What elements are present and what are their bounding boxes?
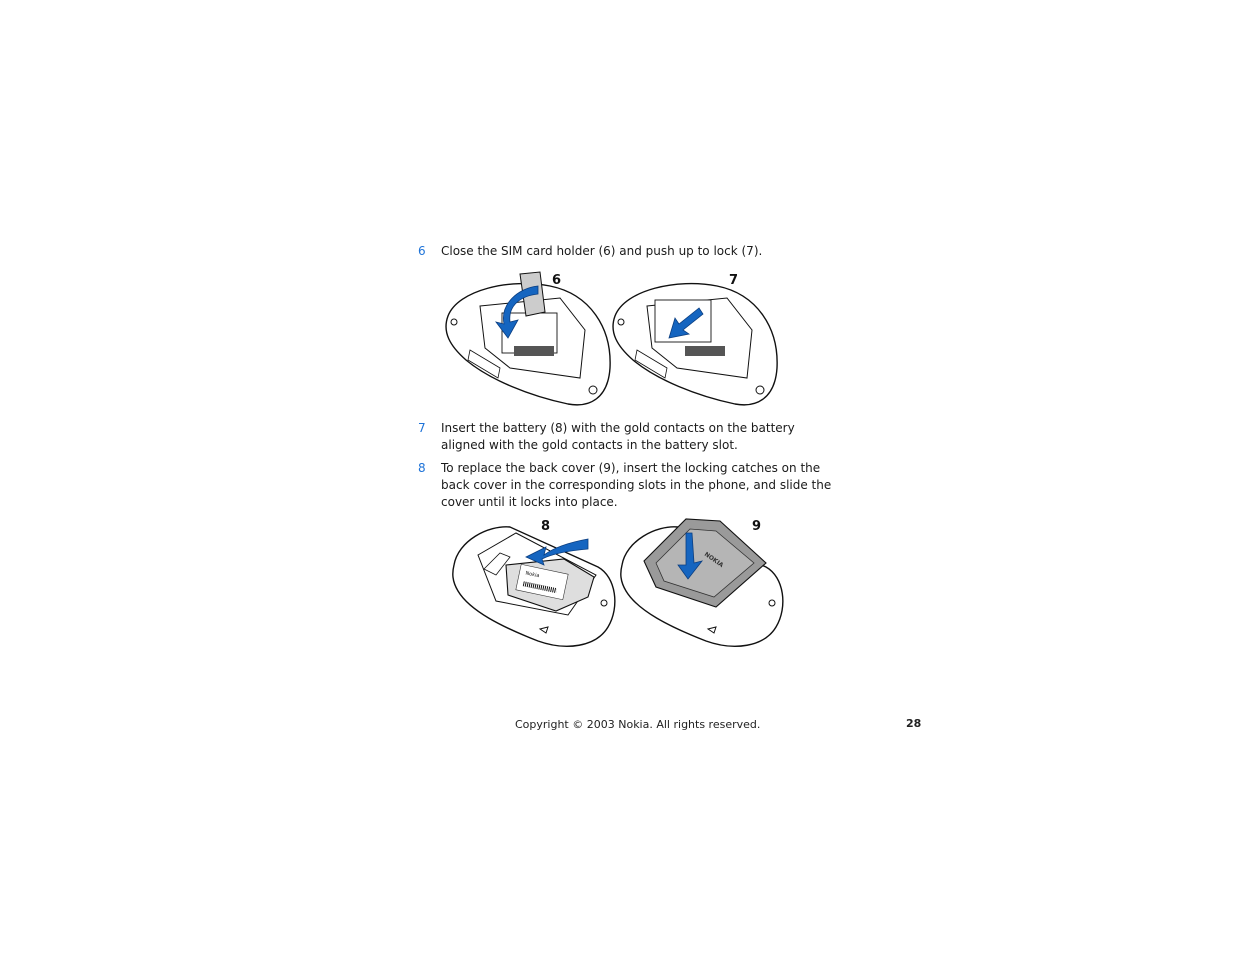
- figure-label-8: 8: [541, 519, 551, 534]
- battery-brand: Nokia: [524, 570, 540, 580]
- figure-label-7: 7: [729, 273, 739, 288]
- battery-insert-illustration: [448, 515, 620, 655]
- phone-open-sim-locked-illustration: [607, 268, 782, 410]
- step-text: Insert the battery (8) with the gold contacts on the battery aligned with the gold contacts in the battery slot.: [441, 421, 795, 452]
- page-number: 28: [906, 717, 922, 730]
- cover-brand: NOKIA: [702, 550, 725, 570]
- step-number: 7: [418, 421, 426, 435]
- copyright-notice: Copyright © 2003 Nokia. All rights reserved.: [515, 718, 761, 731]
- figure-7-sim-holder-lock: [607, 268, 782, 410]
- step-6: [418, 243, 838, 260]
- figure-label-9: 9: [752, 519, 762, 534]
- figure-9-replace-cover: [616, 515, 788, 655]
- figure-8-insert-battery: [448, 515, 620, 655]
- phone-open-sim-illustration: [440, 268, 615, 410]
- step-text: To replace the back cover (9), insert the locking catches on the back cover in the corresponding slots in the phone, and slide the cover until it locks into place.: [441, 461, 832, 509]
- step-text: Close the SIM card holder (6) and push up to lock (7).: [441, 244, 763, 258]
- step-7: [418, 420, 838, 454]
- step-number: 6: [418, 244, 426, 258]
- back-cover-illustration: [616, 515, 788, 655]
- step-8: [418, 460, 838, 511]
- step-number: 8: [418, 461, 426, 475]
- figure-label-6: 6: [552, 273, 562, 288]
- figure-6-sim-holder-close: [440, 268, 615, 410]
